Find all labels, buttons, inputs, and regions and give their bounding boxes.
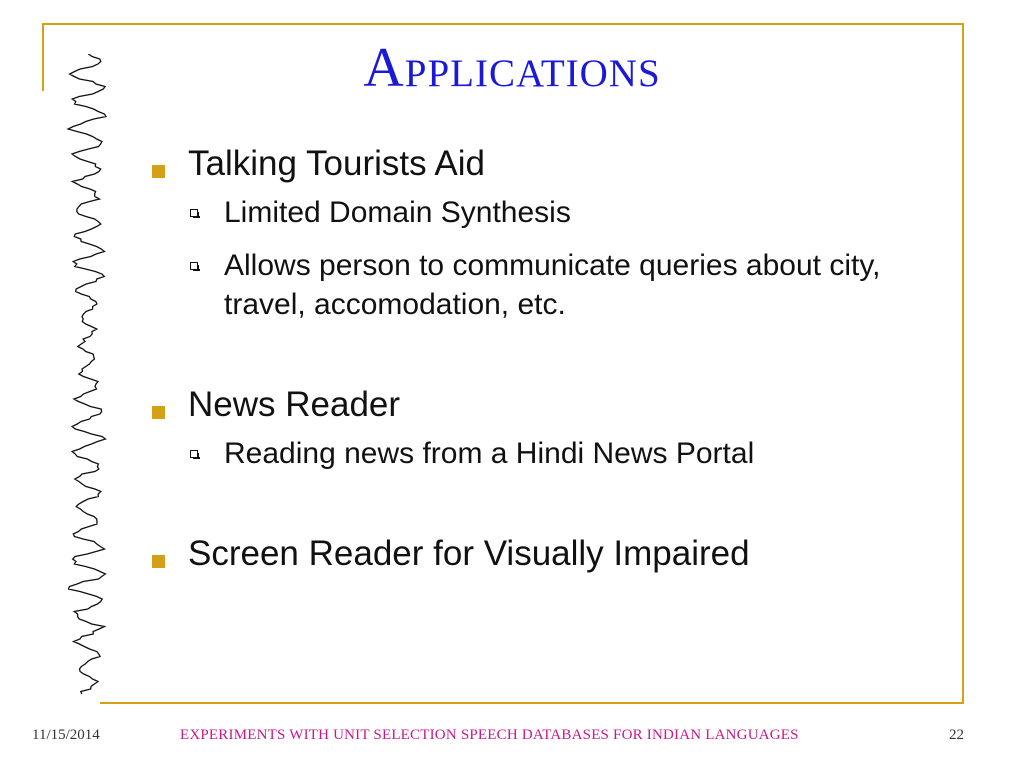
bullet-text: News Reader [188,385,401,424]
bullet-item [148,384,948,426]
bullet-list [148,143,948,575]
square-bullet-icon [152,406,165,419]
hollow-square-bullet-icon [190,262,198,270]
frame-bottom-line [100,702,964,704]
bullet-item [148,533,948,575]
sub-bullet-item [148,434,948,473]
bullet-text: Talking Tourists Aid [188,144,486,183]
bullet-text: Screen Reader for Visually Impaired [188,534,750,573]
hollow-square-bullet-icon [190,450,198,458]
frame-right-line [962,23,964,703]
sub-bullet-item [148,246,948,324]
frame-left-line [42,23,44,91]
square-bullet-icon [152,555,165,568]
footer-title: EXPERIMENTS WITH UNIT SELECTION SPEECH DATABASES FOR INDIAN LANGUAGES [180,727,799,743]
frame-top-line [42,23,962,25]
hollow-square-bullet-icon [190,209,198,217]
slide-title: Applications [363,37,661,99]
sub-bullet-text: Reading news from a Hindi News Portal [224,437,755,470]
footer-date: 11/15/2014 [32,727,100,743]
square-bullet-icon [152,165,165,178]
sub-bullet-text: Limited Domain Synthesis [224,196,571,229]
speech-waveform-icon [62,54,114,694]
bullet-item [148,143,948,185]
sub-bullet-text: Allows person to communicate queries about city, travel, accomodation, etc. [224,249,881,321]
sub-bullet-item [148,193,948,232]
page-number: 22 [949,727,964,743]
